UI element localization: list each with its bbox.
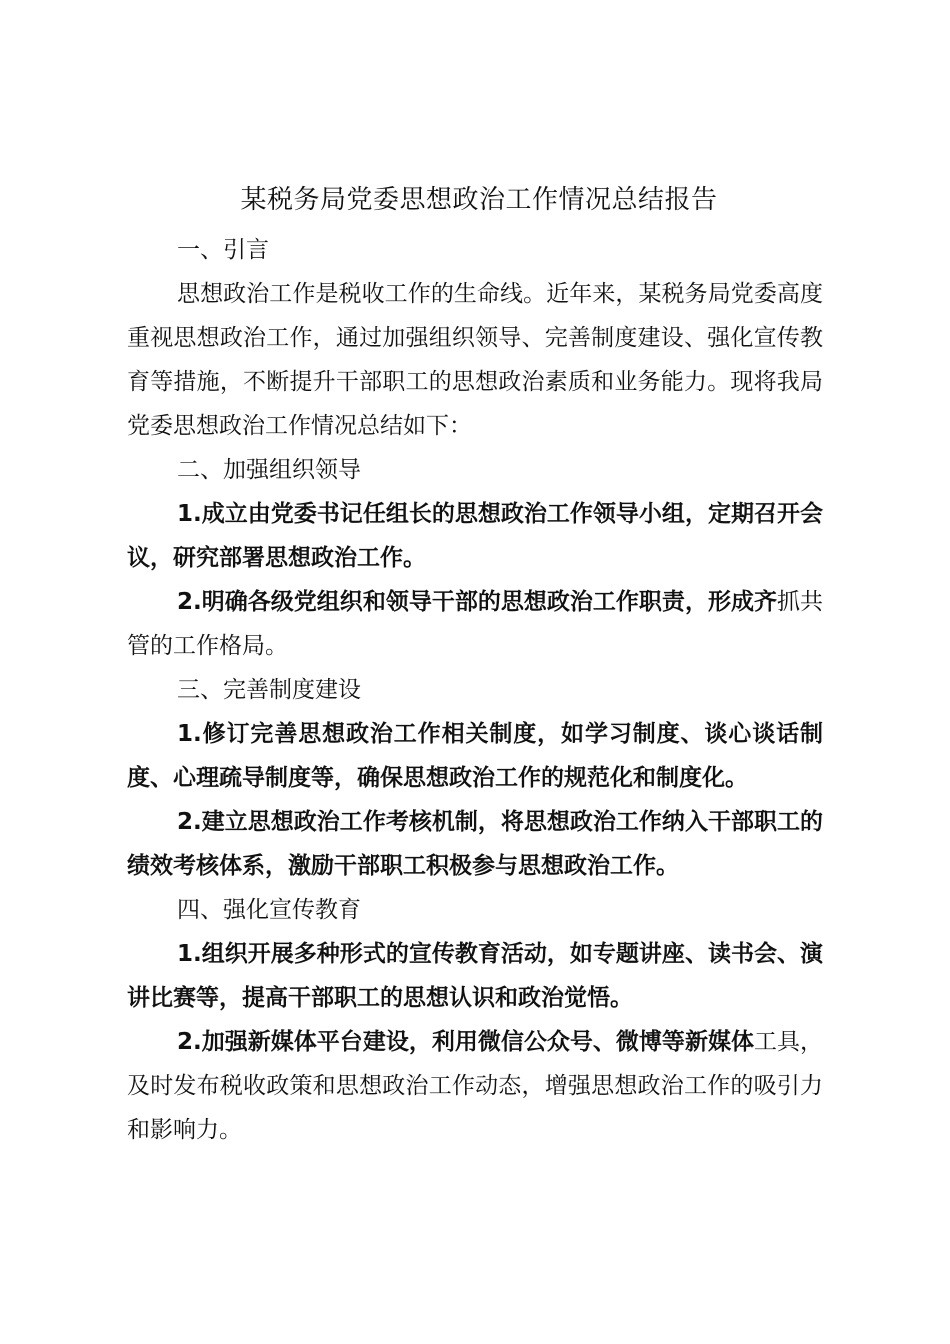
section-heading-system: 三、完善制度建设 bbox=[177, 677, 361, 703]
system-item-2: 2.建立思想政治工作考核机制，将思想政治工作纳入干部职工的绩效考核体系，激励干部职工积极参与思想政治工作。 bbox=[127, 809, 823, 879]
section-heading-leadership: 二、加强组织领导 bbox=[177, 457, 361, 483]
leadership-item-1: 1.成立由党委书记任组长的思想政治工作领导小组，定期召开会议，研究部署思想政治工作。 bbox=[127, 501, 823, 571]
leadership-item-2 bbox=[127, 580, 823, 668]
section-heading-intro: 一、引言 bbox=[177, 237, 269, 263]
document-page bbox=[127, 178, 823, 1152]
leadership-item-2-bold: 2.明确各级党组织和领导干部的思想政治工作职责，形成齐 bbox=[177, 589, 777, 615]
education-item-1: 1.组织开展多种形式的宣传教育活动，如专题讲座、读书会、演讲比赛等，提高干部职工的思想认识和政治觉悟。 bbox=[127, 941, 823, 1011]
education-item-2-rest: 工具，及时发布税收政策和思想政治工作动态，增强思想政治工作的吸引力和影响力。 bbox=[127, 1029, 824, 1143]
system-item-1: 1.修订完善思想政治工作相关制度，如学习制度、谈心谈话制度、心理疏导制度等，确保思想政治工作的规范化和制度化。 bbox=[127, 721, 823, 791]
leadership-item-2-rest: 抓共管的工作格局。 bbox=[127, 589, 823, 659]
document-title: 某税务局党委思想政治工作情况总结报告 bbox=[240, 185, 718, 215]
intro-paragraph: 思想政治工作是税收工作的生命线。近年来，某税务局党委高度重视思想政治工作，通过加强组织领导、完善制度建设、强化宣传教育等措施，不断提升干部职工的思想政治素质和业务能力。现将我局党委思想政治工作情况总结如下： bbox=[127, 281, 823, 439]
section-heading-education: 四、强化宣传教育 bbox=[177, 897, 361, 923]
education-item-2 bbox=[127, 1020, 823, 1152]
education-item-2-bold: 2.加强新媒体平台建设，利用微信公众号、微博等新媒体 bbox=[177, 1029, 754, 1055]
